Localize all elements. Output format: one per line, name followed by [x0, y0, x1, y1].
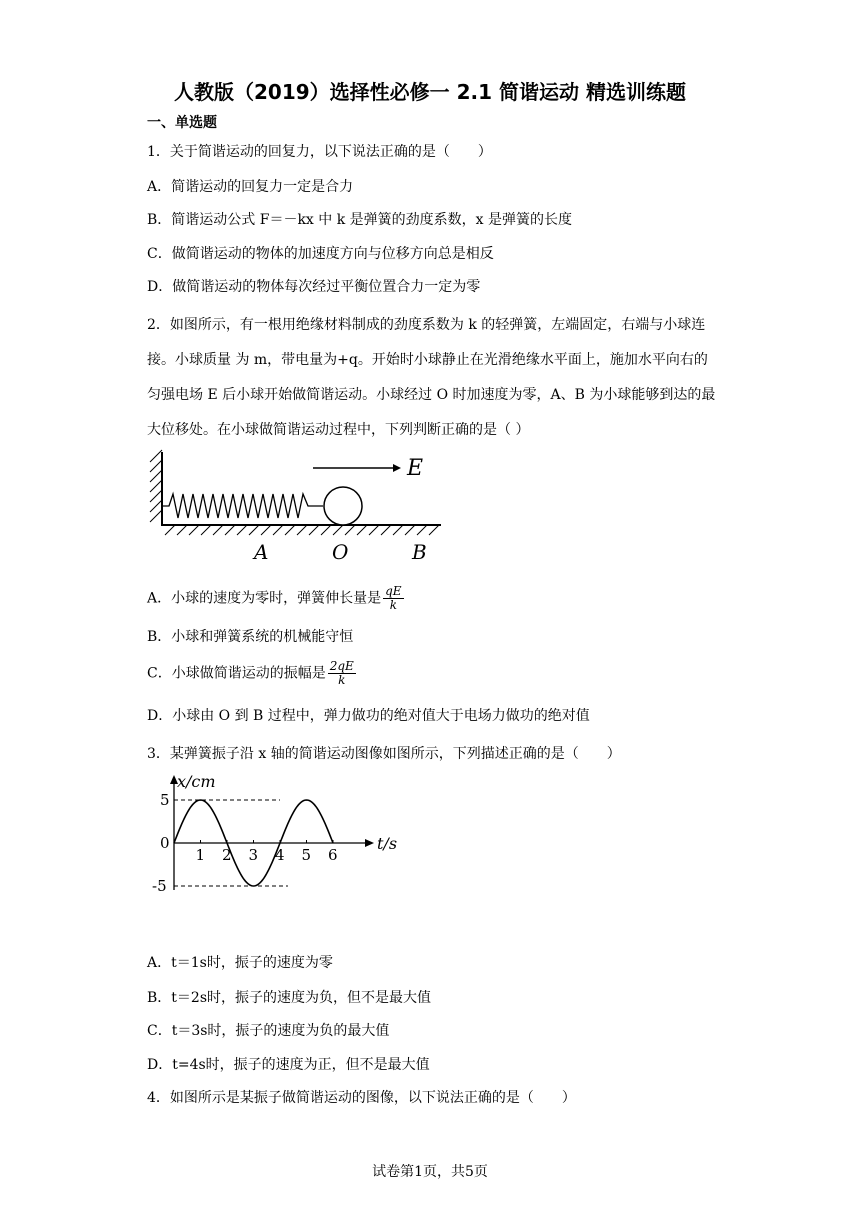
q1-option-c: C．做简谐运动的物体的加速度方向与位移方向总是相反 — [147, 246, 494, 262]
q4-stem: 4．如图所示是某振子做简谐运动的图像，以下说法正确的是（ ） — [147, 1090, 576, 1106]
q2-option-a-text: A．小球的速度为零时，弹簧伸长量是 — [147, 590, 382, 607]
q1-stem: 1．关于简谐运动的回复力，以下说法正确的是（ ） — [147, 144, 492, 160]
q3-option-a: A．t＝1s时，振子的速度为零 — [147, 955, 333, 971]
fraction-denominator: k — [389, 598, 397, 612]
ball — [324, 487, 362, 525]
x-axis-arrowhead — [365, 839, 374, 847]
label-a: A — [254, 540, 269, 564]
fraction-2qe-k — [328, 660, 356, 687]
q2-option-d: D．小球由 O 到 B 过程中，弹力做功的绝对值大于电场力做功的绝对值 — [147, 708, 590, 724]
y-tick-label: 0 — [160, 834, 170, 852]
wall-hatch — [150, 450, 162, 522]
section-heading: 一、单选题 — [147, 115, 217, 131]
label-b: B — [412, 540, 427, 564]
spring-figure — [145, 448, 445, 566]
q1-option-a: A．简谐运动的回复力一定是合力 — [147, 179, 354, 195]
x-axis-label: t/s — [377, 834, 398, 853]
x-tick-label: 5 — [301, 846, 312, 864]
label-o: O — [332, 540, 349, 564]
page-title: 人教版（2019）选择性必修一 2.1 简谐运动 精选训练题 — [174, 80, 686, 104]
x-tick-label: 3 — [248, 846, 259, 864]
q2-option-a — [147, 585, 404, 612]
x-tick-label: 1 — [195, 846, 206, 864]
x-tick-label: 6 — [328, 846, 338, 864]
q1-option-d: D．做简谐运动的物体每次经过平衡位置合力一定为零 — [147, 279, 481, 295]
y-tick-label: -5 — [152, 877, 167, 895]
field-arrowhead — [393, 464, 401, 472]
floor-hatch — [165, 525, 439, 535]
q3-option-d: D．t=4s时，振子的速度为正，但不是最大值 — [147, 1057, 430, 1073]
displacement-chart — [145, 772, 405, 902]
q2-option-c — [147, 660, 356, 687]
x-tick-label: 4 — [275, 846, 285, 864]
fraction-qe-k — [383, 585, 403, 612]
label-e: E — [407, 456, 424, 481]
x-tick-label: 2 — [222, 846, 232, 864]
q2-stem: 2．如图所示，有一根用绝缘材料制成的劲度系数为 k 的轻弹簧，左端固定，右端与小球连接。小球质量 为 m，带电量为+q。开始时小球静止在光滑绝缘水平面上，施加水平向右的匀强电场 E 后小球开始做简谐运动。小球经过 O 时加速度为零，A、B 为小球能够到达的最大位移处。在小球做简谐运动过程中，下列判断正确的是（ ） — [147, 317, 716, 438]
q2-option-b: B．小球和弹簧系统的机械能守恒 — [147, 629, 354, 645]
q1-option-b: B．简谐运动公式 F＝－kx 中 k 是弹簧的劲度系数，x 是弹簧的长度 — [147, 212, 573, 228]
q2-option-c-text: C．小球做简谐运动的振幅是 — [147, 665, 326, 682]
q3-stem: 3．某弹簧振子沿 x 轴的简谐运动图像如图所示，下列描述正确的是（ ） — [147, 746, 621, 762]
page-footer: 试卷第1页，共5页 — [372, 1164, 488, 1180]
spring — [162, 494, 323, 518]
fraction-numerator: qE — [385, 584, 402, 598]
fraction-denominator: k — [338, 673, 346, 687]
y-axis-label: x/cm — [177, 772, 216, 791]
q3-option-b: B．t＝2s时，振子的速度为负，但不是最大值 — [147, 990, 432, 1006]
q3-option-c: C．t＝3s时，振子的速度为负的最大值 — [147, 1023, 390, 1039]
y-tick-label: 5 — [160, 791, 170, 809]
fraction-numerator: 2qE — [329, 659, 354, 673]
